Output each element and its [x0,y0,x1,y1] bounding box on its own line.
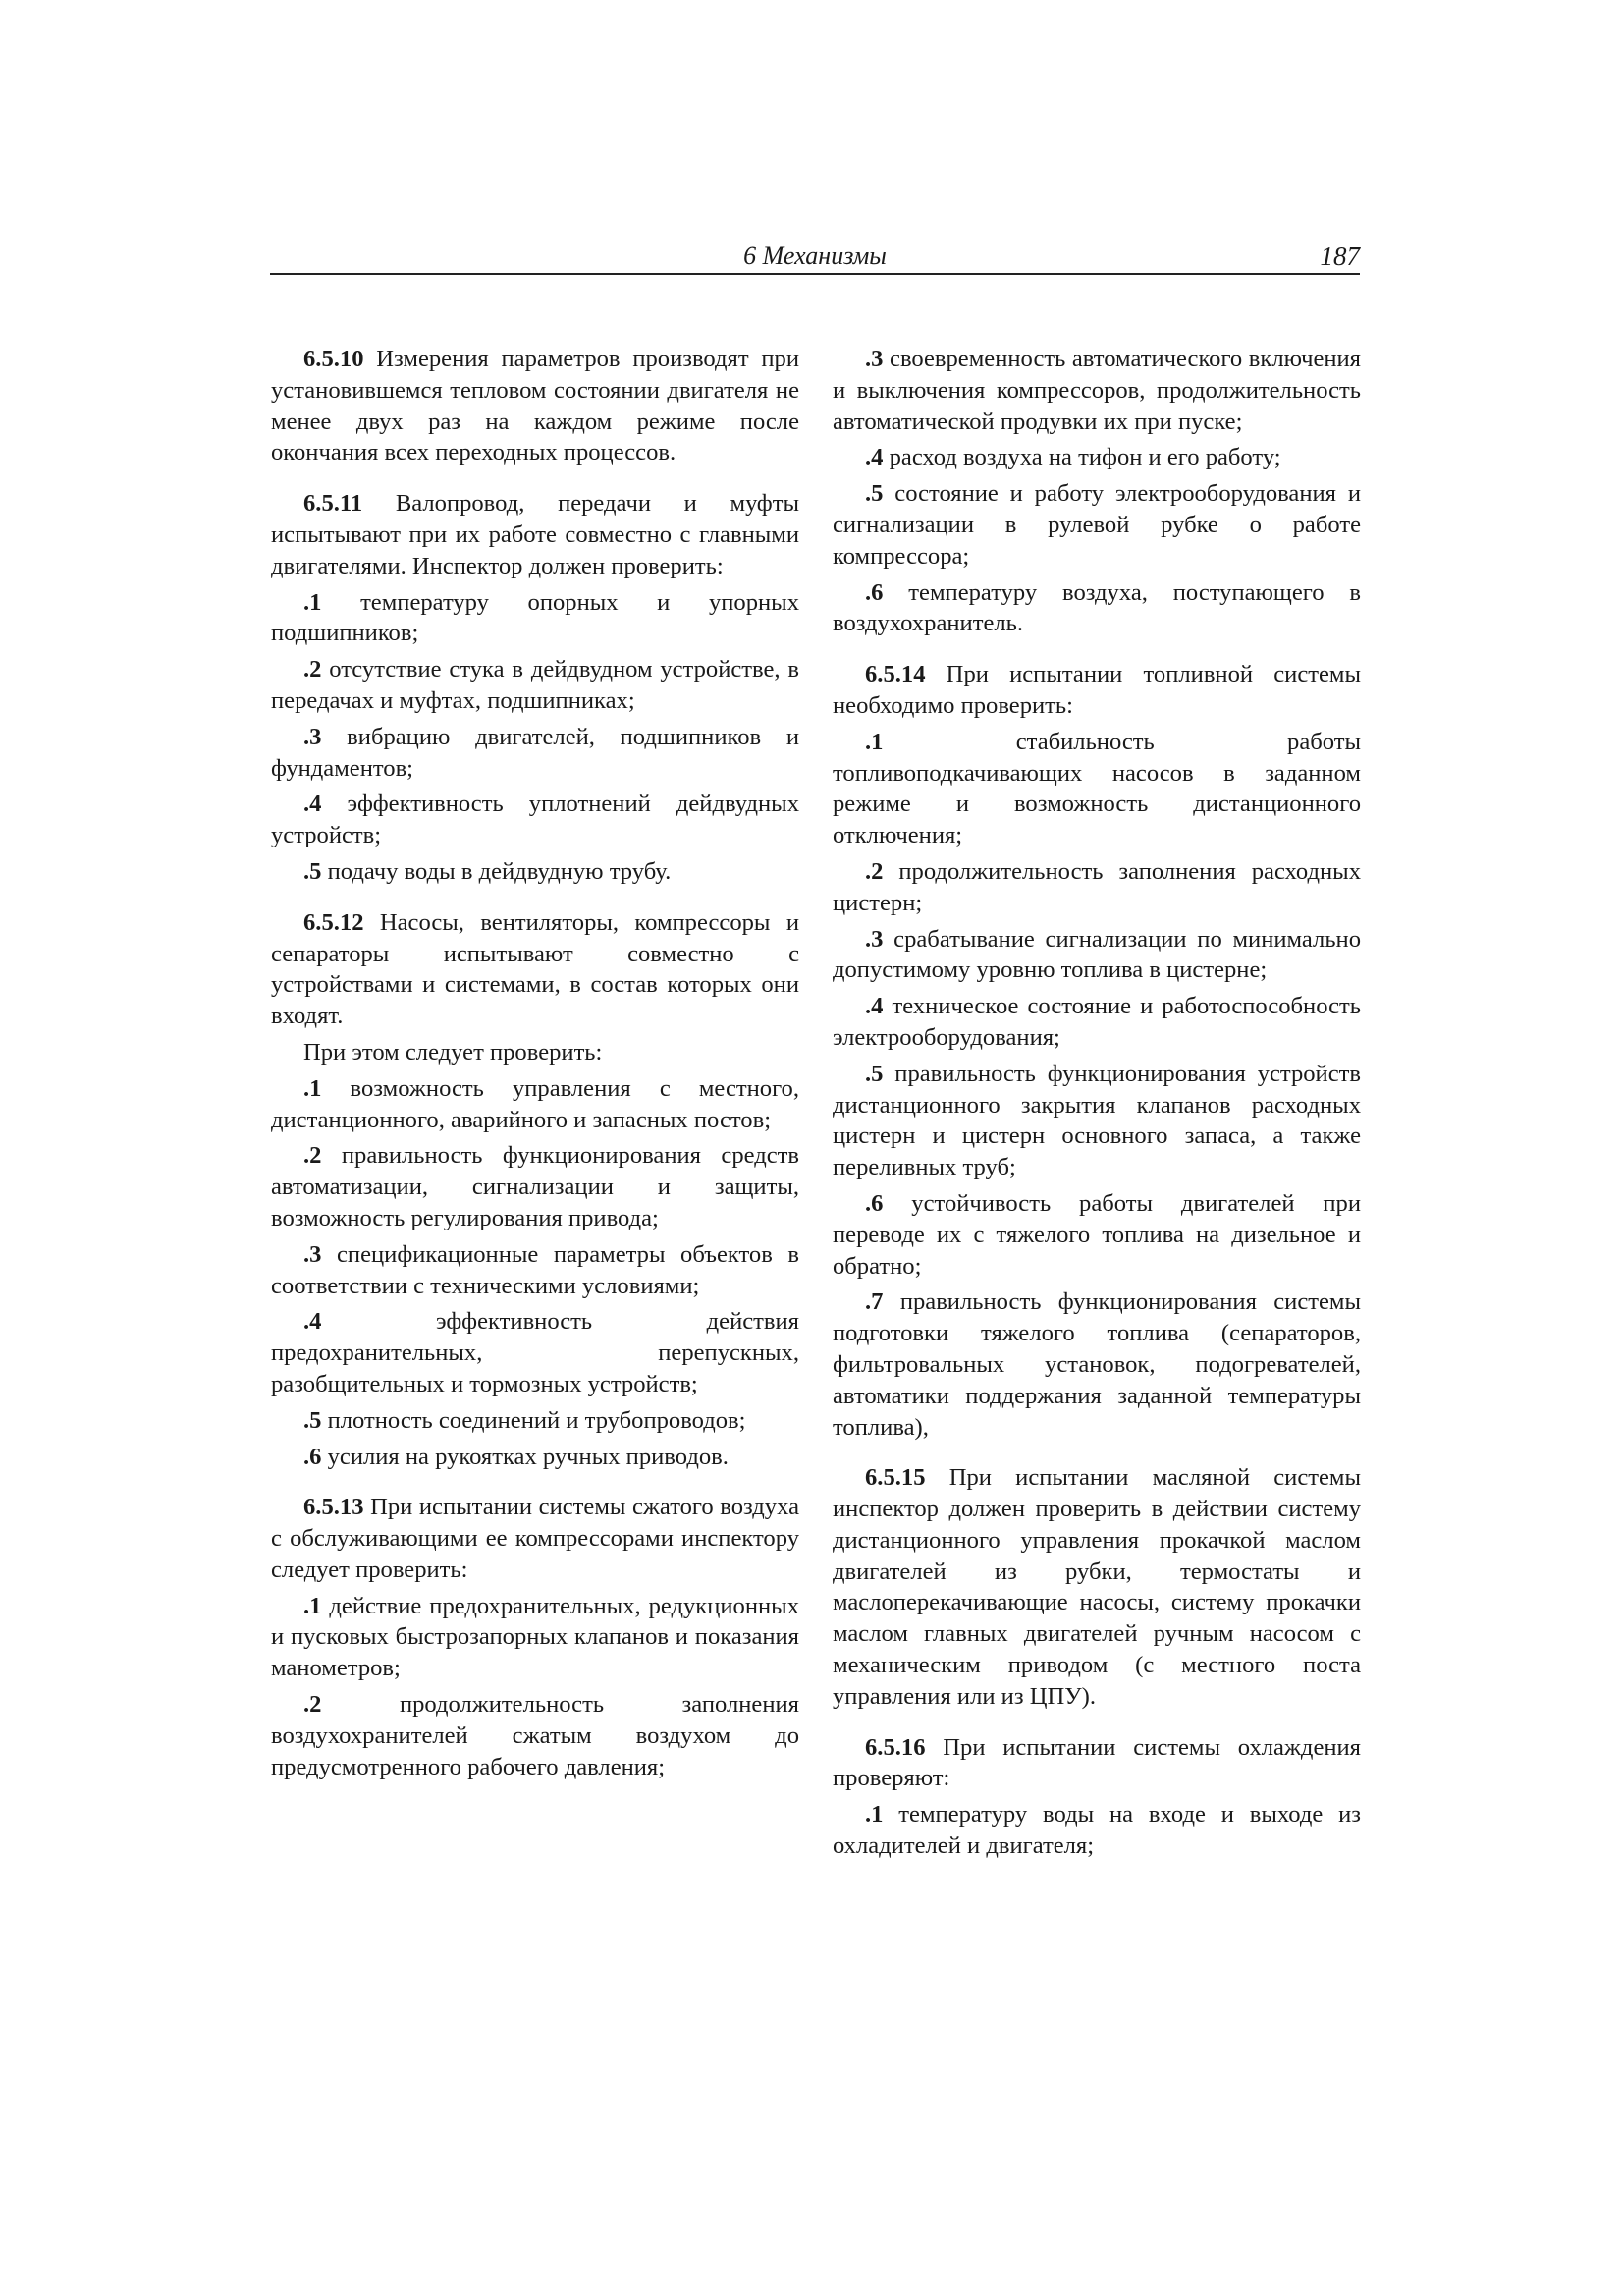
list-item [271,1405,799,1437]
paragraph-text: возможность управления с местного, дистанционного, аварийного и запасных постов; [271,1074,799,1133]
item-number: .3 [865,346,884,372]
paragraph-text: температуру воздуха, поступающего в воздухохранитель. [833,578,1361,637]
section-paragraph [833,1462,1361,1712]
paragraph-text: Валопровод, передачи и муфты испытывают при их работе совместно с главными двигателями. Инспектор должен проверить: [271,490,799,579]
item-number: .2 [303,1142,322,1170]
item-number: .2 [865,857,884,885]
section-number: 6.5.15 [865,1464,926,1492]
paragraph-text: эффективность действия предохранительных, перепускных, разобщительных и тормозных устройств; [271,1308,799,1397]
section-number: 6.5.16 [865,1733,926,1761]
list-item [833,442,1361,473]
section-paragraph [271,488,799,581]
paragraph-text: усилия на рукоятках ручных приводов. [321,1443,729,1470]
list-item [271,1306,799,1399]
list-item [271,587,799,650]
item-number: .3 [303,723,322,750]
list-item [271,1591,799,1684]
list-item [271,654,799,717]
paragraph-text: спецификационные параметры объектов в соответствии с техническими условиями; [271,1240,799,1299]
list-item [271,856,799,888]
item-number: .7 [865,1288,884,1316]
list-item [833,1188,1361,1282]
paragraph-text: вибрацию двигателей, подшипников и фундаментов; [271,723,799,782]
paragraph-text: стабильность работы топливоподкачивающих насосов в заданном режиме и возможность дистанционного отключения; [833,728,1361,849]
item-number: .6 [865,578,884,606]
paragraph-text: правильность функционирования средств автоматизации, сигнализации и защиты, возможность регулирования привода; [271,1142,799,1231]
item-number: .1 [865,728,884,755]
chapter-title: 6 Механизмы [743,242,887,270]
item-number: .4 [865,993,884,1020]
paragraph-text: При испытании системы охлаждения проверяют: [833,1733,1361,1792]
paragraph-text: эффективность уплотнений дейдвудных устройств; [271,791,799,849]
list-item [833,478,1361,572]
section-paragraph [833,1732,1361,1795]
list-item [833,924,1361,987]
section-number: 6.5.12 [303,908,364,936]
paragraph-text: Измерения параметров производят при установившемся тепловом состоянии двигателя не менее двух раз на каждом режиме после окончания всех переходных процессов. [271,346,799,466]
list-item [271,789,799,851]
paragraph-text: своевременность автоматического включения и выключения компрессоров, продолжительность автоматической продувки их при пуске; [833,346,1361,435]
item-number: .4 [303,791,322,818]
paragraph-text: расход воздуха на тифон и его работу; [883,444,1281,471]
section-number: 6.5.11 [303,490,363,518]
item-number: .3 [303,1240,322,1268]
item-number: .5 [865,1060,884,1087]
left-column [271,344,799,1787]
paragraph-text: плотность соединений и трубопроводов; [321,1406,746,1434]
item-number: .1 [303,1074,322,1102]
page-number: 187 [1320,242,1360,271]
list-item [833,1799,1361,1862]
section-number: 6.5.14 [865,661,926,688]
item-number: .1 [303,588,322,616]
item-number: .6 [865,1189,884,1217]
section-paragraph [271,1492,799,1585]
paragraph-text: При испытании системы сжатого воздуха с обслуживающими ее компрессорами инспектору следует проверить: [271,1494,799,1583]
paragraph-text: правильность функционирования системы подготовки тяжелого топлива (сепараторов, фильтровальных установок, подогревателей, автоматики поддержания заданной температуры топлива), [833,1288,1361,1441]
page-header [270,240,1360,275]
item-number: .6 [303,1443,322,1470]
list-item [833,727,1361,851]
section-paragraph [271,907,799,1032]
paragraph-text: устойчивость работы двигателей при переводе их с тяжелого топлива на дизельное и обратно; [833,1189,1361,1280]
paragraph-text: отсутствие стука в дейдвудном устройстве, в передачах и муфтах, подшипниках; [271,656,799,714]
list-item [271,1140,799,1233]
paragraph-text: температуру воды на входе и выходе из охладителей и двигателя; [833,1801,1361,1860]
item-number: .2 [303,656,322,683]
paragraph-text: продолжительность заполнения расходных цистерн; [833,857,1361,916]
paragraph-text: правильность функционирования устройств дистанционного закрытия клапанов расходных цистерн и цистерн основного запаса, а также переливных труб; [833,1060,1361,1181]
item-number: .5 [303,857,322,885]
list-item [833,991,1361,1054]
list-item [271,722,799,785]
paragraph-text: подачу воды в дейдвудную трубу. [321,857,672,885]
paragraph-text: температуру опорных и упорных подшипников; [271,588,799,647]
list-item [271,1689,799,1782]
item-number: .4 [865,444,884,471]
paragraph-text: состояние и работу электрооборудования и сигнализации в рулевой рубке о работе компрессора; [833,480,1361,570]
list-item [271,1073,799,1136]
list-item [833,1286,1361,1443]
item-number: .3 [865,925,884,953]
item-number: .1 [303,1592,322,1619]
list-item [833,856,1361,919]
paragraph-text: При испытании топливной системы необходимо проверить: [833,661,1361,719]
item-number: .5 [865,480,884,508]
paragraph-text: Насосы, вентиляторы, компрессоры и сепараторы испытывают совместно с устройствами и системами, в состав которых они входят. [271,908,799,1030]
paragraph-text: техническое состояние и работоспособность электрооборудования; [833,993,1361,1051]
item-number: .2 [303,1691,322,1719]
item-number: .4 [303,1308,322,1336]
section-paragraph [271,344,799,468]
section-number: 6.5.10 [303,346,364,372]
right-column [833,344,1361,1867]
list-item [271,1442,799,1473]
paragraph-text: срабатывание сигнализации по минимально допустимому уровню топлива в цистерне; [833,925,1361,984]
paragraph [271,1037,799,1068]
paragraph-text: продолжительность заполнения воздухохранителей сжатым воздухом до предусмотренного рабочего давления; [271,1691,799,1780]
paragraph-text: При испытании масляной системы инспектор должен проверить в действии систему дистанционного управления прокачкой маслом двигателей из рубки, термостаты и маслоперекачивающие насосы, систему прокачки маслом главных двигателей ручным насосом с механическим приводом (с местного поста управления или из ЦПУ). [833,1464,1361,1710]
paragraph-text: действие предохранительных, редукционных и пусковых быстрозапорных клапанов и показания манометров; [271,1592,799,1682]
list-item [833,1059,1361,1183]
item-number: .1 [865,1801,884,1829]
section-number: 6.5.13 [303,1494,364,1521]
list-item [833,577,1361,640]
paragraph-text: При этом следует проверить: [303,1038,603,1066]
list-item [271,1239,799,1302]
item-number: .5 [303,1406,322,1434]
section-paragraph [833,659,1361,722]
list-item [833,344,1361,437]
